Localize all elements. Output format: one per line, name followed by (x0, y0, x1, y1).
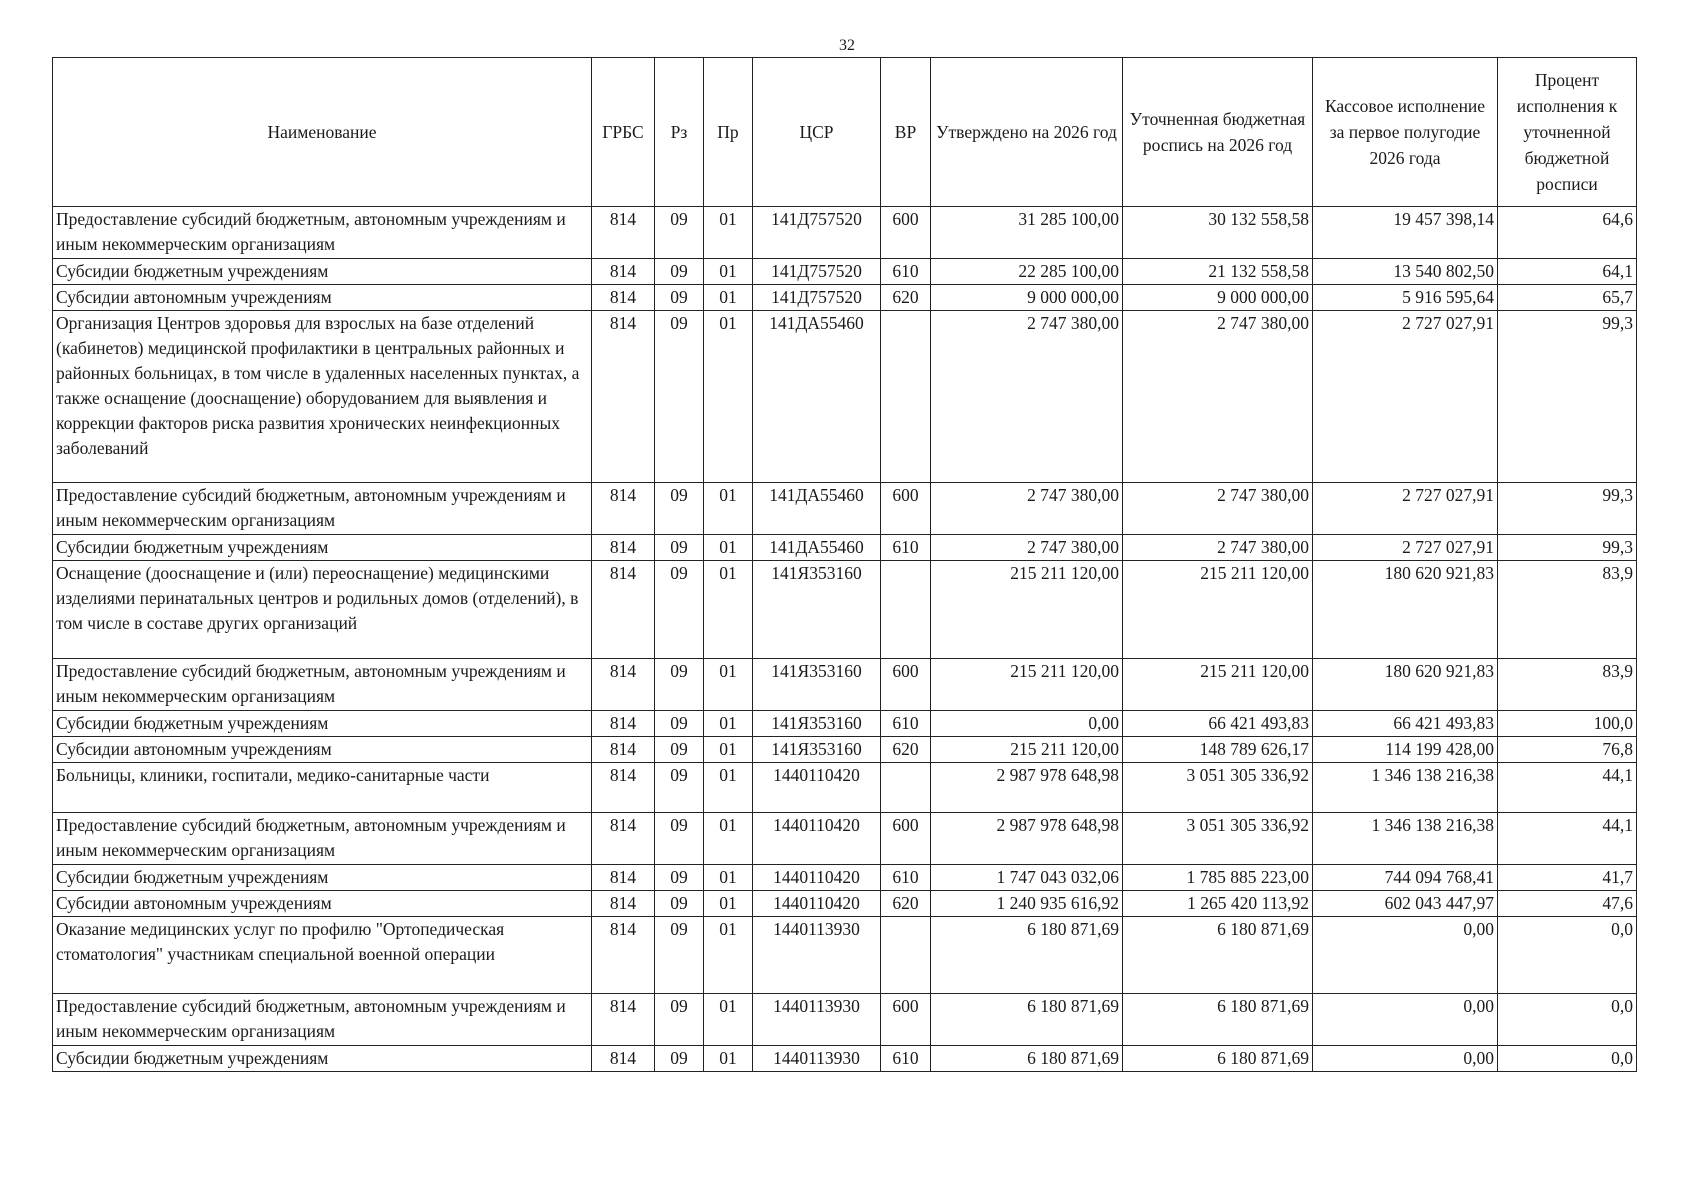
cell-name: Предоставление субсидий бюджетным, автономным учреждениям и иным некоммерческим организациям (53, 207, 592, 259)
cell-vr (881, 917, 931, 994)
cell-cash: 2 727 027,91 (1313, 535, 1498, 561)
cell-rz: 09 (655, 1046, 704, 1072)
cell-pr: 01 (704, 813, 753, 865)
table-row (53, 994, 1637, 1046)
cell-refined: 1 785 885 223,00 (1123, 865, 1313, 891)
cell-percent: 65,7 (1498, 285, 1637, 311)
cell-vr: 610 (881, 1046, 931, 1072)
table-row (53, 659, 1637, 711)
header-percent: Процент исполнения к уточненной бюджетной росписи (1498, 58, 1637, 207)
cell-rz: 09 (655, 917, 704, 994)
cell-percent: 44,1 (1498, 763, 1637, 813)
cell-vr (881, 561, 931, 659)
cell-cash: 114 199 428,00 (1313, 737, 1498, 763)
cell-vr: 610 (881, 711, 931, 737)
header-approved: Утверждено на 2026 год (931, 58, 1123, 207)
cell-pr: 01 (704, 711, 753, 737)
cell-csr: 1440113930 (753, 917, 881, 994)
cell-refined: 21 132 558,58 (1123, 259, 1313, 285)
cell-vr: 620 (881, 285, 931, 311)
cell-vr: 610 (881, 535, 931, 561)
cell-approved: 2 987 978 648,98 (931, 813, 1123, 865)
cell-csr: 141Я353160 (753, 737, 881, 763)
cell-name: Больницы, клиники, госпитали, медико-санитарные части (53, 763, 592, 813)
cell-csr: 1440113930 (753, 1046, 881, 1072)
cell-refined: 9 000 000,00 (1123, 285, 1313, 311)
cell-vr (881, 763, 931, 813)
cell-refined: 2 747 380,00 (1123, 311, 1313, 483)
cell-rz: 09 (655, 711, 704, 737)
cell-refined: 6 180 871,69 (1123, 1046, 1313, 1072)
cell-name: Субсидии бюджетным учреждениям (53, 1046, 592, 1072)
cell-approved: 9 000 000,00 (931, 285, 1123, 311)
cell-cash: 180 620 921,83 (1313, 561, 1498, 659)
cell-vr: 600 (881, 813, 931, 865)
cell-name: Предоставление субсидий бюджетным, автономным учреждениям и иным некоммерческим организациям (53, 659, 592, 711)
cell-csr: 1440110420 (753, 813, 881, 865)
table-row (53, 865, 1637, 891)
cell-approved: 2 987 978 648,98 (931, 763, 1123, 813)
cell-csr: 141Я353160 (753, 659, 881, 711)
cell-rz: 09 (655, 891, 704, 917)
cell-grbs: 814 (592, 1046, 655, 1072)
table-row (53, 891, 1637, 917)
cell-rz: 09 (655, 285, 704, 311)
cell-grbs: 814 (592, 711, 655, 737)
cell-rz: 09 (655, 561, 704, 659)
cell-grbs: 814 (592, 865, 655, 891)
cell-csr: 141ДА55460 (753, 535, 881, 561)
cell-pr: 01 (704, 311, 753, 483)
header-name: Наименование (53, 58, 592, 207)
cell-name: Оказание медицинских услуг по профилю "Ортопедическая стоматология" участникам специальной военной операции (53, 917, 592, 994)
cell-pr: 01 (704, 285, 753, 311)
cell-vr: 600 (881, 207, 931, 259)
header-cash: Кассовое исполнение за первое полугодие 2026 года (1313, 58, 1498, 207)
cell-grbs: 814 (592, 259, 655, 285)
cell-grbs: 814 (592, 763, 655, 813)
cell-approved: 1 240 935 616,92 (931, 891, 1123, 917)
cell-vr: 620 (881, 737, 931, 763)
cell-refined: 3 051 305 336,92 (1123, 763, 1313, 813)
cell-approved: 6 180 871,69 (931, 1046, 1123, 1072)
cell-percent: 99,3 (1498, 483, 1637, 535)
header-refined: Уточненная бюджетная роспись на 2026 год (1123, 58, 1313, 207)
cell-vr: 600 (881, 659, 931, 711)
header-csr: ЦСР (753, 58, 881, 207)
cell-approved: 2 747 380,00 (931, 535, 1123, 561)
cell-pr: 01 (704, 259, 753, 285)
cell-rz: 09 (655, 259, 704, 285)
table-row (53, 311, 1637, 483)
table-row (53, 207, 1637, 259)
cell-rz: 09 (655, 813, 704, 865)
cell-approved: 215 211 120,00 (931, 659, 1123, 711)
cell-name: Субсидии бюджетным учреждениям (53, 535, 592, 561)
cell-percent: 83,9 (1498, 561, 1637, 659)
cell-name: Субсидии бюджетным учреждениям (53, 259, 592, 285)
cell-percent: 76,8 (1498, 737, 1637, 763)
cell-cash: 66 421 493,83 (1313, 711, 1498, 737)
cell-percent: 99,3 (1498, 535, 1637, 561)
cell-pr: 01 (704, 535, 753, 561)
cell-pr: 01 (704, 561, 753, 659)
cell-rz: 09 (655, 763, 704, 813)
cell-approved: 6 180 871,69 (931, 994, 1123, 1046)
cell-refined: 6 180 871,69 (1123, 917, 1313, 994)
cell-grbs: 814 (592, 207, 655, 259)
cell-grbs: 814 (592, 483, 655, 535)
cell-approved: 215 211 120,00 (931, 561, 1123, 659)
header-rz: Рз (655, 58, 704, 207)
cell-name: Предоставление субсидий бюджетным, автономным учреждениям и иным некоммерческим организациям (53, 994, 592, 1046)
cell-percent: 83,9 (1498, 659, 1637, 711)
cell-csr: 141Я353160 (753, 561, 881, 659)
cell-rz: 09 (655, 737, 704, 763)
cell-percent: 0,0 (1498, 994, 1637, 1046)
cell-csr: 1440113930 (753, 994, 881, 1046)
cell-name: Субсидии бюджетным учреждениям (53, 865, 592, 891)
cell-name: Организация Центров здоровья для взрослых на базе отделений (кабинетов) медицинской профилактики в центральных районных и районных больницах, в том числе в удаленных населенных пунктах, а также оснащение (дооснащение) оборудованием для выявления и коррекции факторов риска развития хронических неинфекционных заболеваний (53, 311, 592, 483)
cell-csr: 141Д757520 (753, 207, 881, 259)
cell-grbs: 814 (592, 813, 655, 865)
cell-cash: 0,00 (1313, 917, 1498, 994)
cell-approved: 6 180 871,69 (931, 917, 1123, 994)
cell-csr: 1440110420 (753, 865, 881, 891)
table-row (53, 483, 1637, 535)
cell-grbs: 814 (592, 737, 655, 763)
header-vr: ВР (881, 58, 931, 207)
cell-csr: 141ДА55460 (753, 483, 881, 535)
cell-approved: 2 747 380,00 (931, 311, 1123, 483)
cell-cash: 1 346 138 216,38 (1313, 763, 1498, 813)
table-header-row (53, 58, 1637, 207)
cell-vr: 600 (881, 994, 931, 1046)
cell-cash: 5 916 595,64 (1313, 285, 1498, 311)
cell-csr: 1440110420 (753, 891, 881, 917)
cell-grbs: 814 (592, 917, 655, 994)
table-body (53, 207, 1637, 1072)
table-row (53, 737, 1637, 763)
cell-cash: 13 540 802,50 (1313, 259, 1498, 285)
cell-grbs: 814 (592, 311, 655, 483)
cell-pr: 01 (704, 865, 753, 891)
cell-rz: 09 (655, 535, 704, 561)
cell-refined: 30 132 558,58 (1123, 207, 1313, 259)
cell-refined: 148 789 626,17 (1123, 737, 1313, 763)
cell-cash: 180 620 921,83 (1313, 659, 1498, 711)
cell-csr: 141ДА55460 (753, 311, 881, 483)
cell-name: Субсидии автономным учреждениям (53, 737, 592, 763)
cell-refined: 3 051 305 336,92 (1123, 813, 1313, 865)
cell-refined: 2 747 380,00 (1123, 483, 1313, 535)
cell-cash: 0,00 (1313, 1046, 1498, 1072)
cell-cash: 19 457 398,14 (1313, 207, 1498, 259)
cell-name: Субсидии бюджетным учреждениям (53, 711, 592, 737)
cell-cash: 2 727 027,91 (1313, 311, 1498, 483)
cell-percent: 64,6 (1498, 207, 1637, 259)
cell-vr: 610 (881, 259, 931, 285)
table-row (53, 917, 1637, 994)
cell-grbs: 814 (592, 891, 655, 917)
cell-grbs: 814 (592, 659, 655, 711)
cell-refined: 215 211 120,00 (1123, 561, 1313, 659)
cell-pr: 01 (704, 763, 753, 813)
cell-name: Оснащение (дооснащение и (или) переоснащение) медицинскими изделиями перинатальных центров и родильных домов (отделений), в том числе в составе других организаций (53, 561, 592, 659)
cell-vr: 610 (881, 865, 931, 891)
cell-approved: 215 211 120,00 (931, 737, 1123, 763)
cell-approved: 2 747 380,00 (931, 483, 1123, 535)
cell-vr: 600 (881, 483, 931, 535)
cell-pr: 01 (704, 1046, 753, 1072)
cell-percent: 47,6 (1498, 891, 1637, 917)
cell-rz: 09 (655, 659, 704, 711)
table-row (53, 813, 1637, 865)
cell-grbs: 814 (592, 561, 655, 659)
cell-percent: 64,1 (1498, 259, 1637, 285)
cell-grbs: 814 (592, 994, 655, 1046)
cell-refined: 215 211 120,00 (1123, 659, 1313, 711)
cell-cash: 2 727 027,91 (1313, 483, 1498, 535)
table-row (53, 763, 1637, 813)
cell-percent: 41,7 (1498, 865, 1637, 891)
cell-pr: 01 (704, 917, 753, 994)
cell-name: Предоставление субсидий бюджетным, автономным учреждениям и иным некоммерческим организациям (53, 813, 592, 865)
cell-pr: 01 (704, 659, 753, 711)
cell-grbs: 814 (592, 535, 655, 561)
cell-rz: 09 (655, 483, 704, 535)
cell-vr: 620 (881, 891, 931, 917)
cell-percent: 44,1 (1498, 813, 1637, 865)
cell-rz: 09 (655, 865, 704, 891)
cell-approved: 0,00 (931, 711, 1123, 737)
cell-approved: 1 747 043 032,06 (931, 865, 1123, 891)
cell-refined: 6 180 871,69 (1123, 994, 1313, 1046)
table-row (53, 285, 1637, 311)
cell-grbs: 814 (592, 285, 655, 311)
cell-pr: 01 (704, 207, 753, 259)
cell-name: Предоставление субсидий бюджетным, автономным учреждениям и иным некоммерческим организациям (53, 483, 592, 535)
cell-name: Субсидии автономным учреждениям (53, 891, 592, 917)
cell-csr: 141Д757520 (753, 285, 881, 311)
cell-rz: 09 (655, 207, 704, 259)
table-row (53, 1046, 1637, 1072)
budget-table (52, 57, 1637, 1072)
cell-cash: 602 043 447,97 (1313, 891, 1498, 917)
cell-cash: 1 346 138 216,38 (1313, 813, 1498, 865)
cell-pr: 01 (704, 891, 753, 917)
cell-name: Субсидии автономным учреждениям (53, 285, 592, 311)
cell-csr: 141Д757520 (753, 259, 881, 285)
cell-cash: 744 094 768,41 (1313, 865, 1498, 891)
cell-refined: 66 421 493,83 (1123, 711, 1313, 737)
cell-pr: 01 (704, 483, 753, 535)
cell-cash: 0,00 (1313, 994, 1498, 1046)
cell-percent: 0,0 (1498, 917, 1637, 994)
cell-percent: 0,0 (1498, 1046, 1637, 1072)
cell-refined: 1 265 420 113,92 (1123, 891, 1313, 917)
cell-percent: 99,3 (1498, 311, 1637, 483)
cell-vr (881, 311, 931, 483)
cell-csr: 1440110420 (753, 763, 881, 813)
table-row (53, 259, 1637, 285)
cell-rz: 09 (655, 311, 704, 483)
cell-pr: 01 (704, 737, 753, 763)
page-number: 32 (839, 37, 855, 54)
table-row (53, 711, 1637, 737)
cell-pr: 01 (704, 994, 753, 1046)
table-row (53, 535, 1637, 561)
header-pr: Пр (704, 58, 753, 207)
cell-approved: 22 285 100,00 (931, 259, 1123, 285)
cell-approved: 31 285 100,00 (931, 207, 1123, 259)
cell-rz: 09 (655, 994, 704, 1046)
table-row (53, 561, 1637, 659)
cell-refined: 2 747 380,00 (1123, 535, 1313, 561)
header-grbs: ГРБС (592, 58, 655, 207)
cell-csr: 141Я353160 (753, 711, 881, 737)
cell-percent: 100,0 (1498, 711, 1637, 737)
